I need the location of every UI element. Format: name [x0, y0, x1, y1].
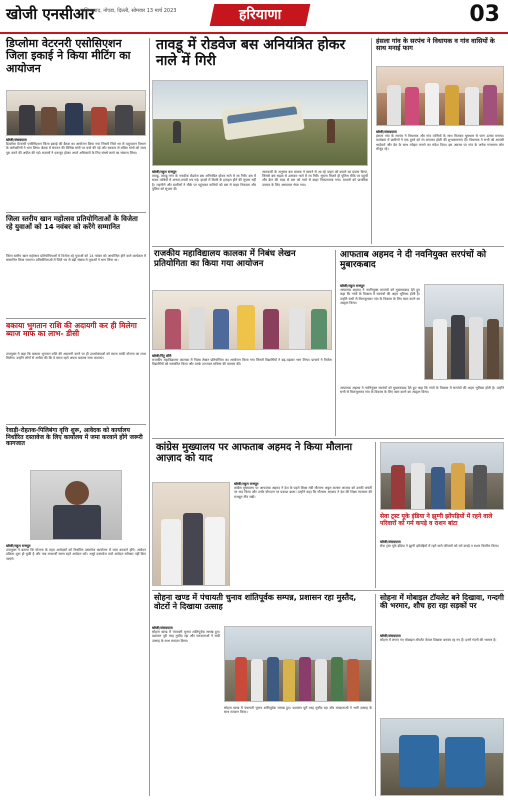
polling-booth-photo [224, 626, 372, 702]
essay-byline: खोजी/पिंटू सौरी [152, 354, 172, 358]
toilet-headline: सोहना में मोबाइल टॉयलेट बने दिखावा, गन्दगी की भरमार, शौच हरा रहा सड़कों पर [380, 593, 504, 611]
divider [152, 246, 504, 247]
lead-body-col-2 [262, 170, 368, 242]
sohna-election-body-cont: सोहना खण्ड में पंचायती चुनाव शांतिपूर्वक सम्पन्न हुए। प्रशासन पूरी तरह मुस्तैद रहा और मतदाताओं ने भारी उत्साह के साथ मतदान किया। [224, 706, 372, 715]
essay-text: राजकीय महाविद्यालय कालका में निबंध लेखन प्रतियोगिता का आयोजन किया गया जिसमें विद्यार्थियों ने बढ़-चढ़कर भाग लिया। प्राचार्य ने विजेता विद्यार्थियों को सम्मानित किया और उनके उज्ज्वल भविष्य की कामना की। [152, 358, 332, 367]
sohna-election-headline: सोहना खण्ड में पंचायती चुनाव शांतिपूर्वक सम्पन्न, प्रशासन रहा मुस्तैद, वोटरों ने दिखाया उत्साह [154, 593, 357, 611]
bus-in-drain-photo [152, 80, 368, 166]
aftab-body-cont: आफताब अहमद ने नवनियुक्त सरपंचों को मुबारकबाद देते हुए कहा कि गांवों के विकास में सरपंचों की अहम भूमिका होती है। उन्होंने सभी से मिलजुलकर गांव के विकास के लिए काम करने का आह्वान किया। [340, 386, 504, 395]
diploma-text: डिप्लोमा वेटरनरी एसोसिएशन जिला इकाई की बैठक का आयोजन किया गया जिसमें जिले भर से पशुपालन विभाग के कर्मचारियों ने भाग लिया। बैठक में संगठन की विभिन्न मांगों पर चर्चा की गई और सरकार से लंबित मांगों को जल्द पूरा करने की अपील की गई। सदस्यों ने एकजुट होकर अपने अधिकारों के लिए संघर्ष करने का संकल्प लिया। [6, 142, 146, 155]
column-divider [335, 250, 336, 436]
seva-byline: खोजी/संवाददाता [380, 540, 401, 544]
column-divider [375, 442, 376, 588]
aftab-meeting-photo [424, 284, 504, 380]
lead-headline: तावडू में रोडवेज बस अनियंत्रित होकर नाले में गिरी [156, 37, 346, 69]
congress-body [234, 482, 372, 586]
section-tag [210, 4, 311, 26]
sohna-election-text: सोहना खण्ड में पंचायती चुनाव शांतिपूर्वक सम्पन्न हुए। प्रशासन पूरी तरह मुस्तैद रहा और मतदाताओं ने भारी उत्साह के साथ मतदान किया। [152, 630, 220, 643]
seva-headline: सेवा ट्रस्ट यूके इंडिया ने झुग्गी झोंपड़ियों में रहने वाले परिवारों को गर्म कपड़े व राशन बांटा [380, 513, 493, 527]
essay-body [152, 354, 332, 434]
divider [6, 318, 146, 319]
lead-paragraph-1: तावडू. तावडू नगर के नजदीक रोडवेज बस अनियंत्रित होकर नाले में जा गिरी। बस में सवार यात्रियों में अफरा-तफरी मच गई। हादसे में किसी के हताहत होने की सूचना नहीं है। राहगीरों और ग्रामीणों ने मौके पर पहुंचकर यात्रियों को बस से बाहर निकाला और पुलिस को सूचना दी। [152, 174, 256, 191]
divider [6, 424, 146, 425]
congress-hq-photo [152, 482, 230, 586]
aftab-text: आफताब अहमद ने नवनियुक्त सरपंचों को मुबारकबाद देते हुए कहा कि गांवों के विकास में सरपंचों की अहम भूमिका होती है। उन्होंने सभी से मिलजुलकर गांव के विकास के लिए काम करने का आह्वान किया। [340, 288, 420, 305]
rewari-text: उपायुक्त ने बताया कि योजना के तहत आवेदकों को निर्धारित दस्तावेज कार्यालय में जमा करवाने होंगे। आवेदन प्रक्रिया शुरू हो चुकी है और पात्र लाभार्थी समय रहते आवेदन करें। अधूरे दस्तावेज वाले आवेदन स्वीकार नहीं किए जाएंगे। [6, 548, 146, 561]
diploma-meeting-photo [6, 90, 146, 136]
diploma-byline: खोजी/संवाददाता [6, 138, 27, 142]
rewari-headline: रेवाड़ी-रोहतक-पिलिबंगा वृत्ति शुरू, आवेदक को कार्यालय निर्धारित दस्तावेज के लिए कार्यालय में जमा करवाने होंगे जरूरी कागजात [6, 427, 143, 448]
aftab-body [340, 284, 420, 384]
divider [152, 590, 504, 591]
official-portrait-photo [30, 470, 122, 540]
divider [152, 438, 504, 439]
fag-celebration-photo [376, 66, 504, 126]
diploma-headline: डिप्लोमा वेटरनरी एसोसिएशन जिला इकाई ने किया मीटिंग का आयोजन [6, 37, 131, 75]
sohna-election-byline: खोजी/संवाददाता [152, 626, 173, 630]
masthead [0, 0, 508, 34]
bakaya-body: उपायुक्त ने कहा कि बकाया भुगतान राशि की अदायगी करने पर ही उपभोक्ताओं को ब्याज माफी योजना का लाभ मिलेगा। उन्होंने लोगों से अपील की कि वे समय रहते अपना बकाया जमा करवाएं। [6, 352, 146, 361]
toilet-body [380, 634, 504, 714]
aftab-headline: आफताब अहमद ने दी नवनियुक्त सरपंचों को मुबारकबाद [340, 250, 487, 271]
khan-mahotsav-body: जिला स्तरीय खान महोत्सव प्रतियोगिताओं में विजेता रहे युवाओं को 14 नवंबर को आयोजित होने वाले कार्यक्रम में सम्मानित किया जाएगा। प्रतियोगिताओं में जिले भर से बड़ी संख्या में युवाओं ने भाग लिया था। [6, 254, 146, 263]
hansla-byline: खोजी/संवाददाता [376, 130, 397, 134]
section-tag-label: हरियाणा [238, 7, 282, 23]
seva-body [380, 540, 504, 586]
diploma-body [6, 138, 146, 210]
rewari-body [6, 544, 146, 796]
toilet-byline: खोजी/संवाददाता [380, 634, 401, 638]
essay-headline: राजकीय महाविद्यालय कालका में निबंध लेखन प्रतियोगिता का किया गया आयोजन [154, 249, 296, 269]
column-divider [149, 38, 150, 796]
seva-text: सेवा ट्रस्ट यूके इंडिया ने झुग्गी झोंपड़ियों में रहने वाले परिवारों को गर्म कपड़े व राशन वितरित किया। [380, 544, 499, 549]
congress-byline: खोजी/राहुल राजपूत [234, 482, 259, 486]
column-divider [375, 594, 376, 796]
divider [6, 212, 146, 213]
lead-paragraph-2: जानकारी के अनुसार बस चालक ने सामने से आ रहे वाहन को बचाने का प्रयास किया, जिससे बस सड़क से उतरकर नाले में जा गिरी। सूचना मिलते ही पुलिस मौके पर पहुंची और क्रेन की मदद से बस को नाले से बाहर निकलवाया गया। घायलों को प्राथमिक उपचार के लिए अस्पताल भेजा गया। [262, 170, 368, 187]
congress-headline: कांग्रेस मुख्यालय पर आफताब अहमद ने किया मौलाना आज़ाद को याद [156, 442, 353, 465]
column-divider [371, 38, 372, 244]
page-number: 03 [469, 2, 500, 27]
hansla-text: हंसला गांव के सरपंच ने विधायक और गांव वासियों के साथ मिलकर धूमधाम से फाग उत्सव मनाया। कार्यक्रम में ग्रामीणों ने एक दूसरे को रंग लगाकर होली की शुभकामनाएं दीं। विधायक ने सभी को आपसी भाईचारे और प्रेम के साथ त्योहार मनाने का संदेश दिया। इस अवसर पर गांव के अनेक गणमान्य लोग मौजूद रहे। [376, 134, 504, 151]
aftab-byline: खोजी/राहुल राजपूत [340, 284, 365, 288]
lead-byline: खोजी/राहुल राजपूत [152, 170, 177, 174]
toilet-text: सोहना में लगाए गए मोबाइल टॉयलेट केवल दिखावा बनकर रह गए हैं। इनमें गंदगी की भरमार है। [380, 638, 497, 643]
bakaya-headline: बकाया भुगतान राशि की अदायगी कर ही मिलेगा ब्याज माफ का लाभ- डीसी [6, 321, 137, 339]
mobile-toilet-photo [380, 718, 504, 796]
hansla-body [376, 130, 504, 242]
lead-body-col-1 [152, 170, 256, 242]
rewari-byline: खोजी/राहुल राजपूत [6, 544, 31, 548]
newspaper-brand: खोजी एनसीआर [6, 5, 95, 23]
seva-trust-photo [380, 442, 504, 510]
hansla-headline: हंसला गांव के सरपंच ने विधायक व गांव वासियों के साथ मनाई फाग [376, 37, 495, 53]
essay-event-photo [152, 290, 332, 350]
khan-mahotsav-headline: जिला स्तरीय खान महोत्सव प्रतियोगिताओं के विजेता रहे युवाओं को 14 नवंबर को करेंगे सम्मानित [6, 215, 138, 231]
sohna-election-body [152, 626, 220, 796]
congress-text: कांग्रेस मुख्यालय पर आफताब अहमद ने देश के पहले शिक्षा मंत्री मौलाना अबुल कलाम आज़ाद को उनकी जयंती पर याद किया और उनके योगदान पर प्रकाश डाला। उन्होंने कहा कि मौलाना आज़ाद ने देश की शिक्षा व्यवस्था की मजबूत नींव रखी। [234, 486, 372, 499]
edition-dateline: गाजियाबाद, नोएडा, दिल्ली, सोमवार 13 मार्च 2023 [80, 8, 177, 14]
